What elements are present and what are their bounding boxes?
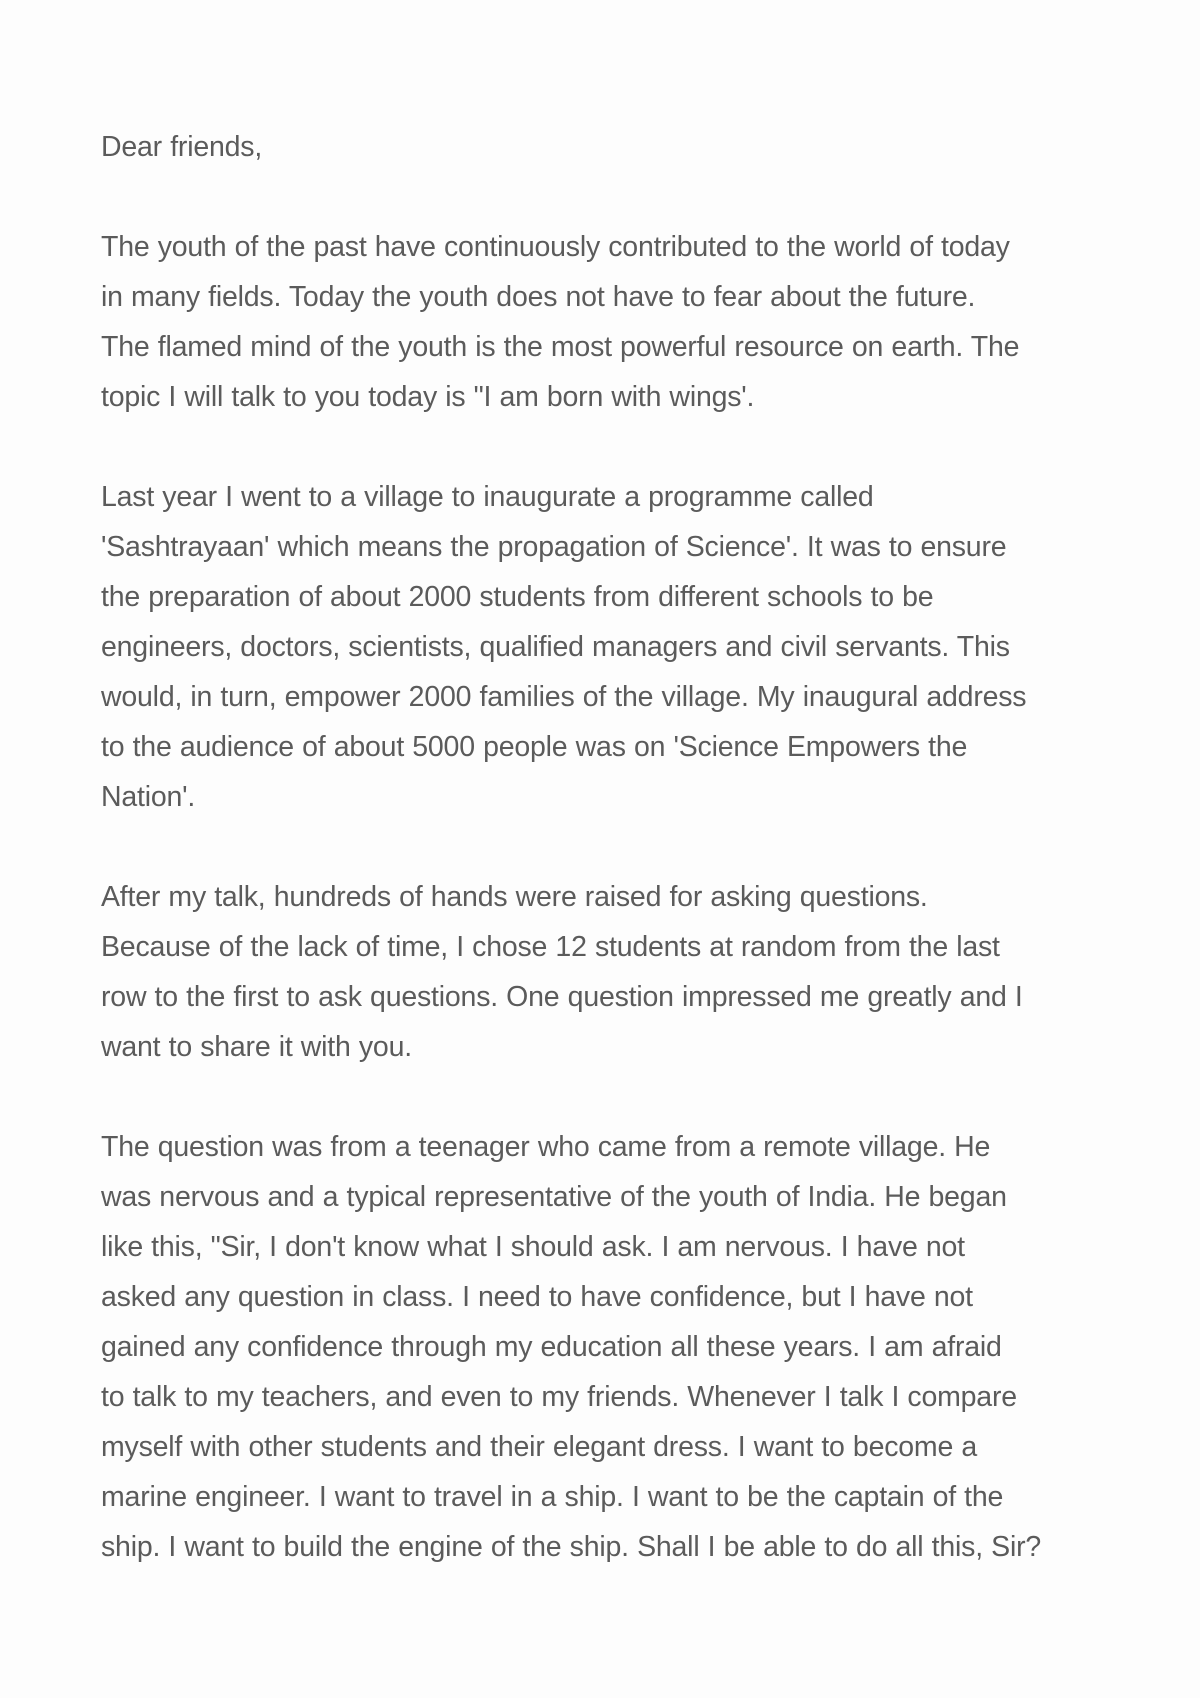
paragraph-line: 'Sashtrayaan' which means the propagation of Science'. It was to ensure [101, 531, 1007, 563]
paragraph-line: was nervous and a typical representative of the youth of India. He began [101, 1181, 1007, 1213]
paragraph-line: gained any confidence through my education all these years. I am afraid [101, 1331, 1002, 1363]
paragraph-line: Last year I went to a village to inaugurate a programme called [101, 481, 874, 513]
paragraph-line: marine engineer. I want to travel in a ship. I want to be the captain of the [101, 1481, 1004, 1513]
paragraph-line: to talk to my teachers, and even to my friends. Whenever I talk I compare [101, 1381, 1017, 1413]
paragraph-line: The youth of the past have continuously contributed to the world of today [101, 231, 1010, 263]
paragraph-teenager [101, 1122, 1100, 1572]
paragraph-line: row to the first to ask questions. One question impressed me greatly and I [101, 981, 1023, 1013]
greeting: Dear friends, [101, 131, 263, 163]
paragraph-line: the preparation of about 2000 students from different schools to be [101, 581, 934, 613]
paragraph-line: like this, "Sir, I don't know what I should ask. I am nervous. I have not [101, 1231, 965, 1263]
paragraph-line: The flamed mind of the youth is the most powerful resource on earth. The [101, 331, 1020, 363]
paragraph-line: would, in turn, empower 2000 families of the village. My inaugural address [101, 681, 1027, 713]
paragraph-line: Nation'. [101, 781, 196, 813]
paragraph-line: Because of the lack of time, I chose 12 students at random from the last [101, 931, 1000, 963]
paragraph-line: asked any question in class. I need to have confidence, but I have not [101, 1281, 973, 1313]
paragraph-line: ship. I want to build the engine of the ship. Shall I be able to do all this, Sir? [101, 1531, 1042, 1563]
paragraph-village [101, 472, 1100, 822]
paragraph-line: After my talk, hundreds of hands were raised for asking questions. [101, 881, 928, 913]
paragraph-line: myself with other students and their elegant dress. I want to become a [101, 1431, 977, 1463]
paragraph-line: in many fields. Today the youth does not have to fear about the future. [101, 281, 976, 313]
paragraph-line: to the audience of about 5000 people was on 'Science Empowers the [101, 731, 968, 763]
paragraph-line: engineers, doctors, scientists, qualified managers and civil servants. This [101, 631, 1010, 663]
paragraph-questions [101, 872, 1100, 1072]
paragraph-line: The question was from a teenager who came from a remote village. He [101, 1131, 991, 1163]
paragraph-line: want to share it with you. [101, 1031, 412, 1063]
paragraph-youth [101, 222, 1100, 422]
paragraph-line: topic I will talk to you today is "I am born with wings'. [101, 381, 755, 413]
